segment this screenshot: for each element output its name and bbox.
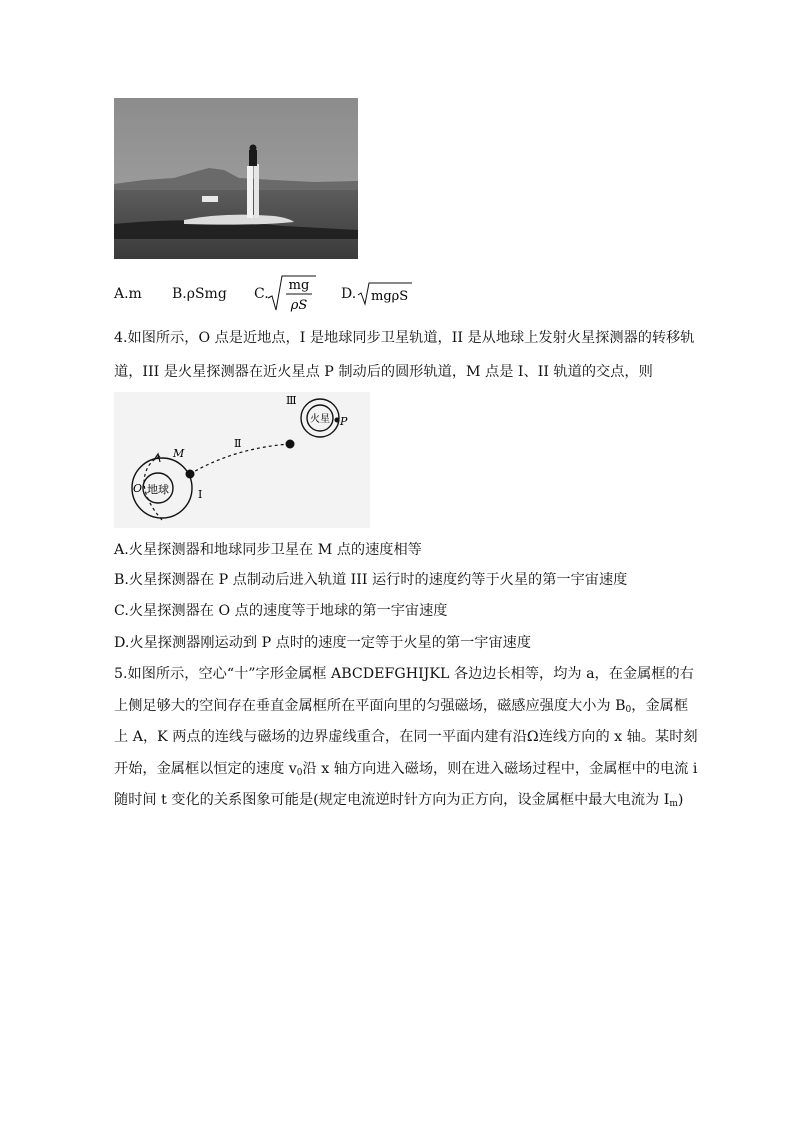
q5-line-3: 上 A，K 两点的连线与磁场的边界虚线重合，在同一平面内建有沿Ω连线方向的 x 轴。某时刻 xyxy=(114,729,698,745)
q3-options xyxy=(114,278,714,314)
im-subscript: m xyxy=(669,799,678,809)
q5-line-4-text: 开始，金属框以恒定的速度 v xyxy=(114,761,297,777)
flyboard-photo xyxy=(114,98,358,259)
q5-line-2-tail: ，金属框 xyxy=(631,698,689,714)
point-p xyxy=(335,418,340,423)
option-c-numerator: mg xyxy=(288,278,310,293)
b0-subscript: 0 xyxy=(625,705,632,715)
option-d-label: D. xyxy=(341,286,357,302)
v0-subscript: 0 xyxy=(296,768,303,778)
point-m xyxy=(186,470,195,479)
q4-choice-b: B.火星探测器在 P 点制动后进入轨道 III 运行时的速度约等于火星的第一宇宙速度 xyxy=(114,572,628,588)
option-c-label: C. xyxy=(254,286,269,302)
q5-line-5 xyxy=(114,790,684,814)
q5-line-2 xyxy=(114,696,689,720)
option-c-radical xyxy=(266,274,318,314)
q4-choice-c: C.火星探测器在 O 点的速度等于地球的第一宇宙速度 xyxy=(114,603,448,619)
q4-choice-a: A.火星探测器和地球同步卫星在 M 点的速度相等 xyxy=(114,542,422,558)
earth-label: 地球 xyxy=(147,483,169,496)
option-a: A.m xyxy=(114,286,142,302)
q5-line-5-text: 随时间 t 变化的关系图象可能是(规定电流逆时针方向为正方向，设金属框中最大电流为 I xyxy=(114,792,670,808)
q5-line-4-tail: 沿 x 轴方向进入磁场，则在进入磁场过程中，金属框中的电流 i xyxy=(302,761,698,777)
probe-point xyxy=(286,440,295,449)
m-label: M xyxy=(173,447,185,460)
q5-line-1: 5.如图所示，空心“十”字形金属框 ABCDEFGHIJKL 各边边长相等，均为 a，在金属框的右 xyxy=(114,666,694,682)
q4-stem-line-1: 4.如图所示，O 点是近地点，I 是地球同步卫星轨道，II 是从地球上发射火星探测器的转移轨 xyxy=(114,330,695,346)
q5-line-4 xyxy=(114,759,698,783)
p-label: P xyxy=(340,415,348,428)
flyboard-photo-graphic xyxy=(114,98,358,259)
q4-choice-d: D.火星探测器刚运动到 P 点时的速度一定等于火星的第一宇宙速度 xyxy=(114,635,532,651)
q4-stem-line-2: 道，III 是火星探测器在近火星点 P 制动后的圆形轨道，M 点是 I、II 轨道的交点，则 xyxy=(114,364,653,380)
q5-line-5-tail: ) xyxy=(677,792,684,808)
mars-label: 火星 xyxy=(310,414,330,425)
option-d-radicand: mgρS xyxy=(371,289,409,304)
orbit-ii-label: Ⅱ xyxy=(234,437,242,450)
orbit-i-label: I xyxy=(198,488,203,501)
option-b: B.ρSmg xyxy=(172,286,227,302)
option-c-denominator: ρS xyxy=(290,298,308,313)
option-d-radical xyxy=(356,281,414,307)
orbit-diagram xyxy=(114,392,370,528)
orbit-iii-label: Ⅲ xyxy=(286,394,297,407)
q5-line-2-text: 上侧足够大的空间存在垂直金属框所在平面向里的匀强磁场，磁感应强度大小为 B xyxy=(114,698,626,714)
o-label: O xyxy=(133,482,143,495)
